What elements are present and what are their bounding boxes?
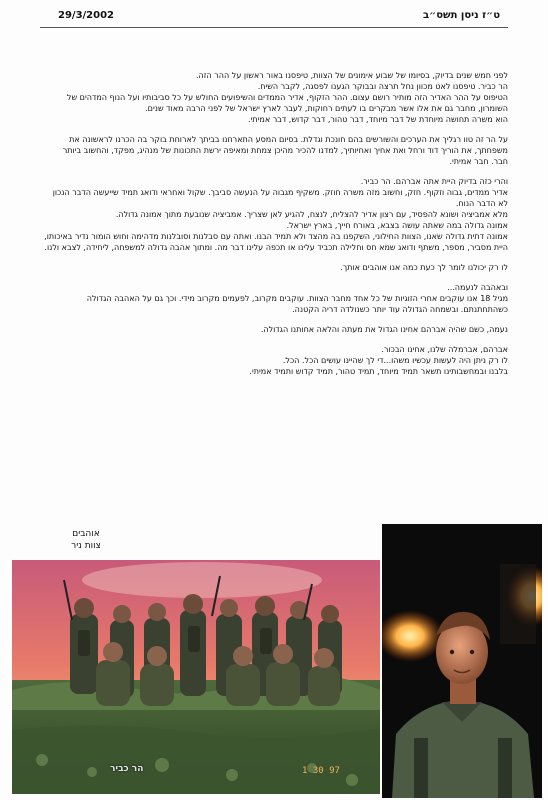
paragraph-2: על הר זה טוו רגליך את הערכים והשורשים בהם חונכת וגדלת. בסיום המסע התארחנו בביתך לארוחת בוקר בה הכרנו לראשונה את משפחתך, את הוריך דוד ורחל ואת אחיך ואחיותיך, למדנו להכיר מהיכן צמחת ומאיפה ירשת התכונות של מנהיג, מפקד, והחשוב ביותר חבר. חבר אמיתי. xyxy=(62,135,508,166)
paragraph-6: נעמה, כשם שהיה אברהם אחינו הגדול את מעתה והלאה אחותנו הגדולה. xyxy=(260,325,508,334)
photo-date-stamp: 1 30 97 xyxy=(302,766,340,776)
signature xyxy=(56,528,116,552)
paragraph-4: לו רק יכולנו לומר לך כעת כמה אנו אוהבים אותך. xyxy=(340,263,508,272)
group-photo xyxy=(12,560,380,794)
paragraph-3: והרי כזה בדיוק היית אתה אברהם. הר כביר. אדיר ממדים, גבוה וזקוף. חזק, וחשוב מזה משרה חוזק. משקיף מגבוה על הנעשה סביבך. שקול ואחראי ודואג תמיד שייעשה הדבר הנכון לא הדבר הנוח. מלא אמביציה ושונא להפסיד, עם רצון אדיר להצליח, לנצח, להגיע לאן שצריך. אמביציה שנובעת מתוך אמונה גדולה. אמונה גדולה במה שאתה עושה בצבא, באורח חייך, בארץ ישראל. אמונה דתית גדולה שאנו, הצוות החילוני, השקפנו בה מהצד ולא תמיד הבנו. ואתה עם סבלנות וסובלנות מדהימה וחוש הומור נדיר באיכותו, היית מסביר, מספר, משתף ודואג שמא חס וחלילה תכביד עלינו או תכפה עלינו דבר מה. ומתוך אהבה גדולה למשפחה, ליחידה, לצבא ולנו. xyxy=(44,177,508,252)
paragraph-7: אברהם, אברמלה שלנו, אחינו הבכור. לו רק ניתן היה לעשות עכשיו משהו...די לך שהיינו עושים הכל. הכל. בלבנו ובמחשבותינו תשאר תמיד מיוחד, תמיד טהור, תמיד קדוש ותמיד אמיתי. xyxy=(249,345,508,376)
signature-line-2: צוות ניר xyxy=(71,541,101,551)
hebrew-date: ט״ז ניסן תשס״ב xyxy=(423,10,500,21)
paragraph-1: לפני חמש שנים בדיוק, בסיומו של שבוע אימונים של הצוות, טיפסנו באור ראשון על ההר הזה. הר כביר. טיפסנו לאט מכוון נחל תרצה ובבוקר הגענו לפסגה, לקבר השיח. הטיפוס על ההר האדיר הזה מותיר רושם עצום. ההר הזקוף, אדיר הממדים והשיפועים החולש על כל סביבותיו ועל הנוף המדהים של השומרון, מחבר גם את אלו אשר מבקרים בו לעתים רחוקות, לעבר לארץ ישראל של לפני הרבה מאוד שנים. הוא משרה תחושה מיוחדת של דבר מיוחד, דבר טהור, דבר קדוש, דבר אמיתי. xyxy=(66,71,508,124)
letter-header xyxy=(0,10,548,26)
portrait-photo xyxy=(382,524,542,798)
group-photo-caption: הר כביר xyxy=(110,764,144,774)
letter-body xyxy=(44,70,508,520)
signature-line-1: אוהבים xyxy=(72,529,100,539)
paragraph-5: ובאהבה לנעמה... מגיל 18 אנו עוקבים אחרי הזוגיות של כל אחד מחבר הצוות. עוקבים מקרוב, לפעמים מקרוב מידי. וכך גם על האהבה הגדולה כשהתחתנתם. ובשמחה הגדולה עוד יותר כשנולדה דריה הקטנה. xyxy=(86,283,508,314)
header-rule xyxy=(40,27,508,28)
gregorian-date: 29/3/2002 xyxy=(58,10,115,21)
